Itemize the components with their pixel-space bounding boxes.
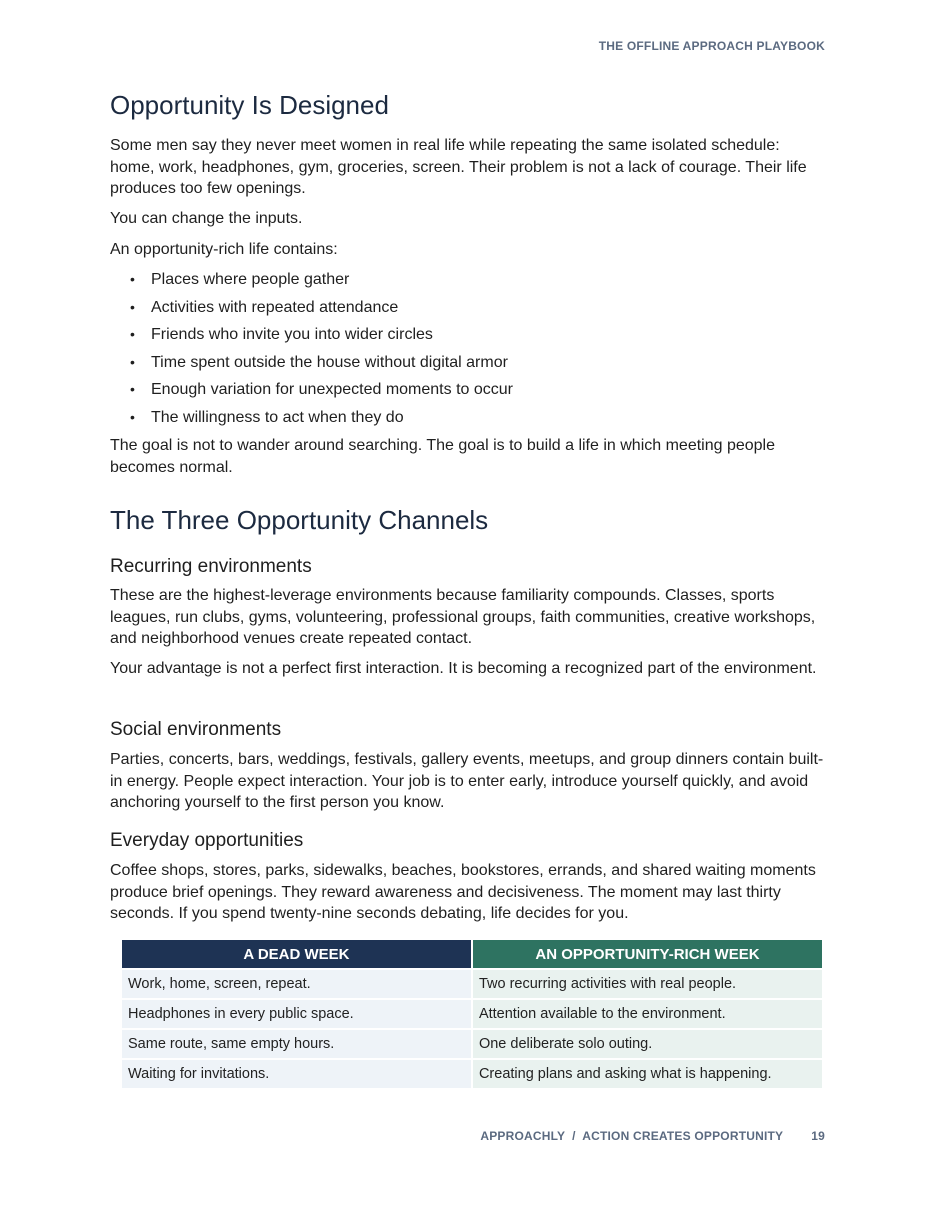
- table-cell-rich: Attention available to the environment.: [473, 1000, 822, 1028]
- social-paragraph: Parties, concerts, bars, weddings, festivals, gallery events, meetups, and group dinners contain built-in energy. People expect interaction. Your job is to enter early, introduce yourself quickly, and avoid anchoring yourself to the first person you know.: [110, 751, 824, 811]
- list-intro-paragraph: An opportunity-rich life contains:: [110, 241, 338, 258]
- subheading-everyday: Everyday opportunities: [110, 830, 304, 851]
- recurring-paragraph-1: These are the highest-leverage environments because familiarity compounds. Classes, sports leagues, run clubs, gyms, volunteering, professional groups, faith communities, creative workshops, and neighborhood venues create repeated contact.: [110, 587, 816, 647]
- change-inputs-paragraph: You can change the inputs.: [110, 210, 303, 227]
- table-cell-rich: One deliberate solo outing.: [473, 1030, 822, 1058]
- subheading-recurring: Recurring environments: [110, 556, 312, 577]
- page-footer: [480, 1129, 825, 1143]
- subheading-social: Social environments: [110, 719, 282, 740]
- list-item: • The willingness to act when they do: [110, 407, 513, 435]
- bullet-icon: •: [130, 298, 135, 315]
- table-cell-dead: Waiting for invitations.: [122, 1060, 471, 1088]
- table-row: [122, 1000, 822, 1028]
- section-title-three-channels: The Three Opportunity Channels: [110, 505, 489, 535]
- bullet-icon: •: [130, 353, 135, 370]
- table-cell-dead: Work, home, screen, repeat.: [122, 970, 471, 998]
- comparison-table: [120, 938, 824, 1090]
- column-header-rich-week: AN OPPORTUNITY-RICH WEEK: [473, 940, 822, 968]
- intro-paragraph: Some men say they never meet women in real life while repeating the same isolated schedule: home, work, headphones, gym, groceries, screen. Their problem is not a lack of courage. Their life produces too few openings.: [110, 137, 807, 197]
- table-header-row: [122, 940, 822, 968]
- table-cell-rich: Two recurring activities with real people.: [473, 970, 822, 998]
- column-header-dead-week: A DEAD WEEK: [122, 940, 471, 968]
- list-item: • Activities with repeated attendance: [110, 297, 513, 325]
- section-title-opportunity-designed: Opportunity Is Designed: [110, 90, 389, 120]
- table-cell-dead: Same route, same empty hours.: [122, 1030, 471, 1058]
- goal-paragraph: The goal is not to wander around searching. The goal is to build a life in which meeting people becomes normal.: [110, 437, 776, 476]
- footer-text: APPROACHLY / ACTION CREATES OPPORTUNITY: [480, 1129, 784, 1143]
- list-item: • Places where people gather: [110, 269, 513, 297]
- bullet-icon: •: [130, 408, 135, 425]
- running-header: THE OFFLINE APPROACH PLAYBOOK: [598, 39, 825, 53]
- table-row: [122, 1030, 822, 1058]
- everyday-paragraph: Coffee shops, stores, parks, sidewalks, beaches, bookstores, errands, and shared waiting moments produce brief openings. They reward awareness and decisiveness. The moment may last thirty seconds. If you spend twenty-nine seconds debating, life decides for you.: [110, 862, 816, 922]
- bullet-icon: •: [130, 381, 135, 398]
- list-item: • Time spent outside the house without digital armor: [110, 352, 513, 380]
- bullet-icon: •: [130, 326, 135, 343]
- recurring-paragraph-2: Your advantage is not a perfect first interaction. It is becoming a recognized part of the environment.: [110, 660, 817, 677]
- table-cell-dead: Headphones in every public space.: [122, 1000, 471, 1028]
- table-cell-rich: Creating plans and asking what is happening.: [473, 1060, 822, 1088]
- table-row: [122, 1060, 822, 1088]
- list-item: • Friends who invite you into wider circles: [110, 324, 513, 352]
- bullet-icon: •: [130, 271, 135, 287]
- list-item: • Enough variation for unexpected moments to occur: [110, 379, 513, 407]
- page-number: 19: [811, 1129, 825, 1143]
- opportunity-list: [110, 269, 513, 435]
- table-row: [122, 970, 822, 998]
